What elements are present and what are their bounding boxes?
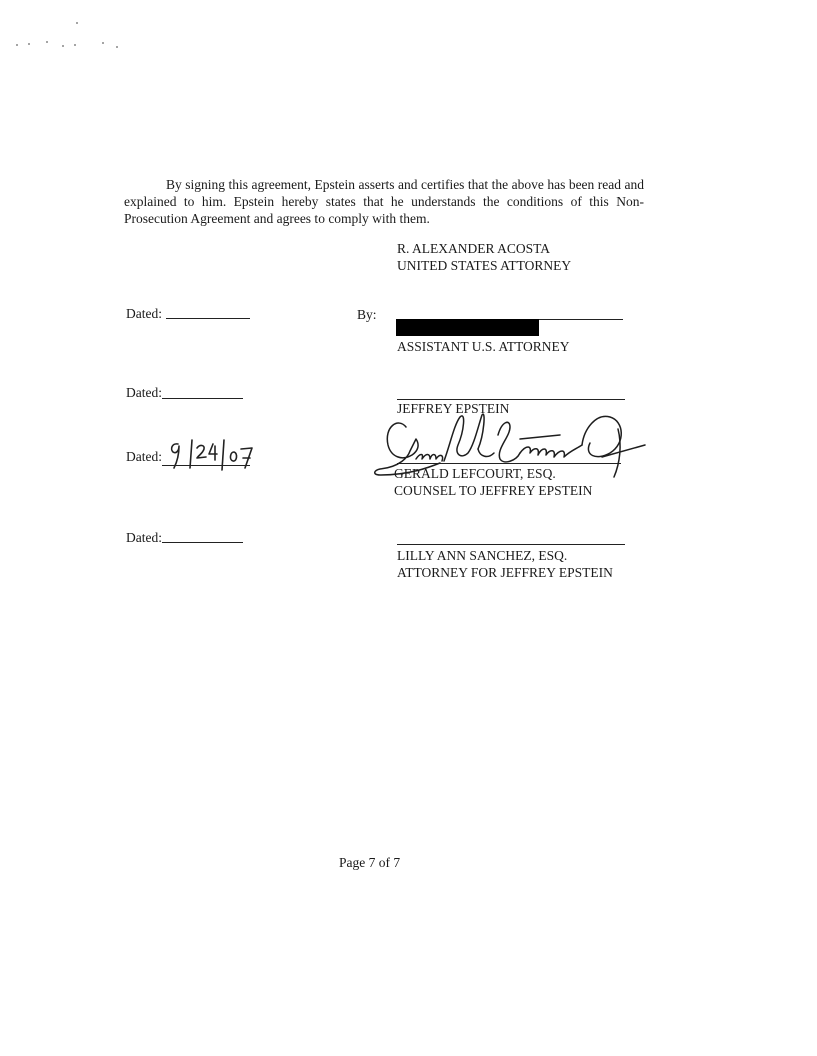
dated-line-2 xyxy=(162,398,243,399)
sanchez-title: ATTORNEY FOR JEFFREY EPSTEIN xyxy=(397,565,613,580)
redaction-box xyxy=(396,319,539,336)
handwritten-date xyxy=(160,436,260,472)
assistant-us-attorney-title: ASSISTANT U.S. ATTORNEY xyxy=(397,339,570,354)
lefcourt-name: GERALD LEFCOURT, ESQ. xyxy=(394,466,556,481)
page-number: Page 7 of 7 xyxy=(339,855,401,870)
sanchez-name: LILLY ANN SANCHEZ, ESQ. xyxy=(397,548,568,563)
agreement-paragraph xyxy=(124,176,644,227)
dated-label-4: Dated: xyxy=(126,530,162,545)
dated-label-3: Dated: xyxy=(126,449,162,464)
lefcourt-title: COUNSEL TO JEFFREY EPSTEIN xyxy=(394,483,593,498)
dated-line-1 xyxy=(166,318,250,319)
epstein-name: JEFFREY EPSTEIN xyxy=(397,401,510,416)
dated-label-1: Dated: xyxy=(126,306,162,321)
by-label: By: xyxy=(357,307,377,322)
lefcourt-signature xyxy=(370,405,645,480)
us-attorney-name: R. ALEXANDER ACOSTA xyxy=(397,241,551,256)
sanchez-signature-line xyxy=(397,544,625,545)
dated-line-4 xyxy=(162,542,243,543)
agreement-paragraph-text: By signing this agreement, Epstein asserts and certifies that the above has been read and explained to him. Epstein hereby states that he understands the conditions of this Non-Prosecution Agreement and agrees to comply with them. xyxy=(124,177,644,226)
us-attorney-title: UNITED STATES ATTORNEY xyxy=(397,258,572,273)
dated-label-2: Dated: xyxy=(126,385,162,400)
